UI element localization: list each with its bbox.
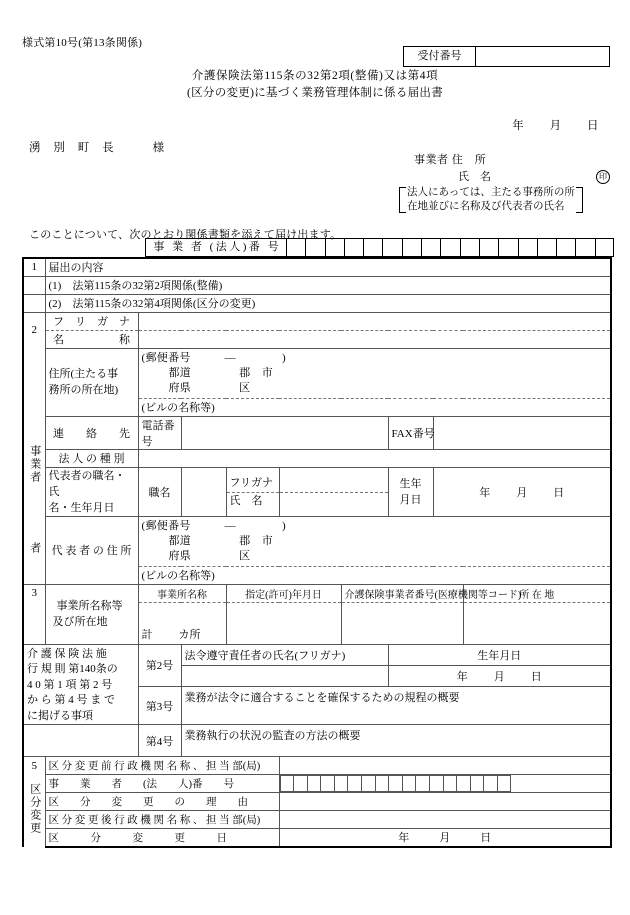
addressee-honorific: 様	[152, 142, 165, 154]
section5-corporate-number-cell[interactable]	[388, 775, 402, 792]
section2-rep-address-field[interactable]	[138, 516, 611, 566]
section3-col-location: 所 在 地	[463, 584, 611, 602]
section5-corporate-number-cell[interactable]	[361, 775, 375, 792]
postal-suffix: )	[281, 352, 286, 364]
city-label-2: 区	[239, 382, 251, 394]
applicant-address-label: 事業者 住 所	[414, 154, 487, 166]
applicant-name-row	[414, 169, 607, 186]
corporate-number-cells[interactable]	[286, 238, 614, 257]
section5-corporate-number-cell[interactable]	[483, 775, 497, 792]
receipt-number-box	[403, 46, 610, 67]
section3-total-prefix: 計	[141, 628, 153, 641]
section5-row4-label: 区 分 変 更 後 行 政 機 関 名 称 、 担 当 部(局)	[45, 811, 279, 829]
table-row	[23, 811, 611, 829]
section5-number: 5	[23, 757, 45, 775]
section2-birth-field[interactable]	[433, 467, 611, 516]
section3-number: 3	[23, 584, 45, 602]
pref-label-2: 府県	[168, 382, 192, 394]
table-row	[23, 725, 611, 757]
section5-row3-field[interactable]	[279, 793, 611, 811]
section5-corporate-number-cell[interactable]	[293, 775, 307, 792]
section2-rep-post-label: 職名	[138, 467, 181, 516]
applicant-note	[398, 186, 584, 214]
section1-title: 届出の内容	[45, 258, 611, 276]
table-row	[23, 276, 611, 294]
section5-row2-label: 事 業 者 (法 人)番 号	[45, 775, 279, 793]
pref-label-1: 都道	[168, 367, 192, 379]
form-number: 様式第10号(第13条関係)	[22, 37, 143, 49]
table-row	[23, 416, 611, 449]
section4-title	[23, 644, 138, 725]
table-row	[23, 330, 611, 348]
section4-title-line2: 行 規 則 第140条の	[27, 663, 118, 675]
section5-corporate-number-cell[interactable]	[443, 775, 457, 792]
section5-corporate-number-cell[interactable]	[320, 775, 334, 792]
rep-pref-city-line-2	[142, 549, 608, 564]
section5-row4-field[interactable]	[279, 811, 611, 829]
corporate-number-label: 事 業 者 (法人)番 号	[145, 238, 286, 257]
table-row	[23, 294, 611, 312]
table-row	[23, 775, 611, 793]
seal-icon: 印	[596, 170, 610, 184]
rep-postal-line	[142, 519, 608, 534]
section5-row1-field[interactable]	[279, 757, 611, 775]
section2-name-label: 名 称	[45, 330, 138, 348]
section1-item-1[interactable]: (1) 法第115条の32第2項関係(整備)	[45, 276, 611, 294]
corporate-number-cell[interactable]	[460, 238, 479, 257]
section4-title-line3: 4 0 第 1 項 第 2 号	[27, 678, 113, 691]
section2-fax-field[interactable]	[433, 416, 611, 449]
item2-birth-day: 日	[530, 670, 542, 683]
pref-city-line-1	[142, 366, 608, 381]
change-date-month: 月	[439, 832, 451, 845]
section2-contact-label: 連 絡 先	[45, 416, 138, 449]
section5-row2-field[interactable]	[279, 775, 611, 793]
table-row	[23, 449, 611, 467]
section2-furigana-label: フ リ ガ ナ	[45, 312, 138, 330]
section2-address-label-line1: 住所(主たる事	[48, 368, 119, 380]
section2-birth-label-line2: 月日	[399, 493, 422, 506]
section3-title-line2: 及び所在地	[52, 616, 108, 628]
section5-corporate-number-cell[interactable]	[334, 775, 348, 792]
rep-pref-label-2: 府県	[168, 550, 192, 562]
postal-dash: —	[224, 352, 236, 364]
section5-corporate-number-cell[interactable]	[375, 775, 389, 792]
table-row	[23, 467, 611, 516]
table-row	[23, 258, 611, 276]
corporate-number-cell[interactable]	[440, 238, 459, 257]
table-row	[23, 757, 611, 775]
section2-rep-label-line2: 名・生年月日	[48, 501, 115, 514]
addressee	[29, 139, 164, 155]
section2-rep-furigana-field[interactable]	[280, 475, 388, 493]
bracket-left-icon	[398, 186, 405, 214]
section5-row1-label: 区 分 変 更 前 行 政 機 関 名 称 、 担 当 部(局)	[45, 757, 279, 775]
applicant-block	[414, 152, 607, 186]
table-row	[23, 312, 611, 330]
section2-rep-address-label: 代 表 者 の 住 所	[45, 516, 138, 584]
spacer-cell	[23, 602, 45, 644]
section4-item2-label: 法令遵守責任者の氏名(フリガナ)	[181, 644, 388, 665]
city-label-1: 郡 市	[239, 367, 274, 379]
section5-corporate-number-cell[interactable]	[497, 775, 511, 792]
section2-vertical-label: 事業者	[28, 445, 41, 484]
section3-col-insurer-number: 介護保険事業者番号(医療機関等コード)	[341, 584, 463, 602]
corporate-number-cell[interactable]	[421, 238, 440, 257]
corporate-number-strip	[145, 238, 614, 257]
section3-title-line1: 事業所名称等	[56, 600, 123, 612]
corporate-number-cell[interactable]	[363, 238, 382, 257]
section2-vertical-label-2: 者	[28, 541, 41, 555]
table-row	[23, 584, 611, 602]
section2-birth-label	[388, 467, 433, 516]
rep-pref-label-1: 都道	[168, 535, 192, 547]
corporate-number-cell[interactable]	[556, 238, 575, 257]
corporate-number-cell[interactable]	[518, 238, 537, 257]
section4-item3-label[interactable]: 業務が法令に適合することを確保するための規程の概要	[181, 687, 611, 725]
item2-birth-year: 年	[456, 670, 468, 683]
section1-number: 1	[23, 258, 45, 276]
section5-vertical-label: 区分変更	[28, 783, 41, 835]
submission-date	[0, 117, 599, 133]
rep-postal-dash: —	[224, 520, 236, 532]
postal-prefix: (郵便番号	[141, 352, 191, 364]
corporate-number-cell[interactable]	[382, 238, 401, 257]
section2-rep-label	[45, 467, 138, 516]
rep-postal-prefix: (郵便番号	[141, 520, 191, 532]
section5-corporate-number-cell[interactable]	[470, 775, 484, 792]
section2-address-label-line2: 務所の所在地)	[48, 384, 119, 396]
corporate-number-cell[interactable]	[575, 238, 594, 257]
section5-corporate-number-cell[interactable]	[307, 775, 321, 792]
section5-row3-label: 区 分 変 更 の 理 由	[45, 793, 279, 811]
section4-item2-birth-field[interactable]	[388, 665, 611, 686]
section3-col-designation-date: 指定(許可)年月日	[226, 584, 341, 602]
section4-item2-birth-label: 生年月日	[388, 644, 611, 665]
rep-city-label-2: 区	[239, 550, 251, 562]
birth-day-label: 日	[553, 486, 565, 499]
section5-corporate-number-cell[interactable]	[402, 775, 416, 792]
corporate-number-cell[interactable]	[286, 238, 305, 257]
change-date-day: 日	[480, 832, 492, 845]
receipt-number-label: 受付番号	[404, 47, 476, 66]
lead-text: このことについて、次のとおり関係書類を添えて届け出ます。	[29, 229, 342, 241]
section2-fax-label: FAX番号	[388, 416, 433, 449]
date-day-label: 日	[587, 120, 599, 132]
rep-pref-city-line-1	[142, 534, 608, 549]
table-row	[23, 829, 611, 847]
section5-corporate-number-cell[interactable]	[429, 775, 443, 792]
section4-title-line1: 介 護 保 険 法 施	[27, 647, 107, 660]
spacer-cell	[23, 276, 45, 294]
section3-title	[45, 584, 138, 644]
page-title	[0, 68, 630, 102]
section4-item2-number: 第2号	[138, 644, 181, 687]
corporate-number-cell[interactable]	[595, 238, 614, 257]
note-line-2: 在地並びに名称及び代表者の氏名	[407, 201, 565, 212]
section5-vertical-label-cell	[23, 775, 45, 847]
spacer-cell	[23, 348, 45, 416]
section2-vertical-label-cell	[23, 416, 45, 516]
section2-address-label	[45, 348, 138, 416]
corporate-number-cell[interactable]	[537, 238, 556, 257]
section2-address-field[interactable]	[138, 348, 611, 398]
section2-tel-label: 電話番号	[138, 416, 181, 449]
section2-vertical-label-cell-2	[23, 516, 45, 584]
section3-insurer-number-field[interactable]	[341, 602, 463, 644]
section2-number: 2	[23, 312, 45, 348]
rep-city-label-1: 郡 市	[239, 535, 274, 547]
date-year-label: 年	[512, 120, 525, 132]
corporate-number-cell[interactable]	[479, 238, 498, 257]
section4-item2-name-field[interactable]	[181, 665, 388, 686]
rep-postal-suffix: )	[281, 520, 286, 532]
section4-title-line4: か ら 第 4 号 ま で	[27, 694, 115, 706]
note-line-1: 法人にあっては、主たる事務所の所	[407, 187, 575, 198]
section2-rep-name-field[interactable]	[280, 493, 388, 509]
birth-year-label: 年	[479, 486, 491, 499]
section5-corporate-number-cell[interactable]	[456, 775, 470, 792]
birth-ymd	[479, 487, 564, 499]
corporate-number-cell[interactable]	[344, 238, 363, 257]
main-form-table	[22, 257, 612, 848]
spacer-cell	[23, 725, 138, 757]
section5-row5-field[interactable]	[279, 829, 611, 847]
section3-col-office-name: 事業所名称	[138, 584, 226, 602]
section2-tel-field[interactable]	[181, 416, 388, 449]
section5-corporate-number-cell[interactable]	[347, 775, 361, 792]
applicant-note-text	[405, 186, 577, 214]
section2-rep-name-label: 氏 名	[229, 494, 263, 507]
section2-furigana-field[interactable]	[138, 312, 611, 330]
rep-address-template	[142, 517, 608, 565]
title-line-2: (区分の変更)に基づく業務管理体制に係る届出書	[186, 87, 444, 99]
section2-rep-post-field[interactable]	[181, 467, 226, 516]
table-row	[23, 516, 611, 566]
section2-rep-label-line1: 代表者の職名・氏	[48, 469, 126, 498]
applicant-name-label: 氏 名	[458, 171, 491, 183]
section3-location-field[interactable]	[463, 602, 611, 644]
title-line-1: 介護保険法第115条の32第2項(整備)又は第4項	[191, 70, 439, 82]
section2-birth-label-line1: 生年	[399, 477, 422, 490]
section3-designation-date-field[interactable]	[226, 602, 341, 644]
section4-title-line5: に掲げる事項	[27, 709, 93, 722]
corporate-number-cell[interactable]	[402, 238, 421, 257]
birth-month-label: 月	[516, 486, 528, 499]
bracket-right-icon	[577, 186, 584, 214]
table-row	[23, 348, 611, 398]
section2-name-field[interactable]	[138, 330, 611, 348]
corporate-number-cell[interactable]	[305, 238, 324, 257]
corporate-number-cell[interactable]	[498, 238, 517, 257]
section5-row5-label: 区 分 変 更 日	[45, 829, 279, 847]
section5-corporate-number-cell[interactable]	[415, 775, 429, 792]
section2-building-field[interactable]: (ビルの名称等)	[138, 398, 611, 416]
date-month-label: 月	[549, 120, 562, 132]
section4-item3-number: 第3号	[138, 687, 181, 725]
section2-corptype-label: 法 人 の 種 別	[45, 449, 138, 467]
section2-rep-furigana-label: フリガナ	[227, 475, 279, 493]
section4-item4-label[interactable]: 業務執行の状況の監査の方法の概要	[181, 725, 611, 757]
section2-corptype-field[interactable]	[138, 449, 611, 467]
item2-birth-month: 月	[493, 670, 505, 683]
section2-rep-building-field[interactable]: (ビルの名称等)	[138, 566, 611, 584]
receipt-number-field[interactable]	[476, 47, 609, 66]
addressee-name: 湧 別 町 長	[29, 142, 119, 154]
section3-total-suffix: カ所	[178, 628, 201, 641]
section4-item4-number: 第4号	[138, 725, 181, 757]
corporate-number-cell[interactable]	[325, 238, 344, 257]
section1-item-2[interactable]: (2) 法第115条の32第4項関係(区分の変更)	[45, 294, 611, 312]
address-template	[142, 349, 608, 397]
table-row	[23, 644, 611, 665]
spacer-cell	[23, 294, 45, 312]
table-row	[23, 793, 611, 811]
pref-city-line-2	[142, 381, 608, 396]
section3-office-name-field[interactable]	[138, 602, 226, 644]
section5-corporate-number-cell[interactable]	[280, 775, 294, 792]
postal-line	[142, 351, 608, 366]
change-date-year: 年	[398, 832, 410, 845]
section5-corporate-number-cells[interactable]	[280, 775, 611, 792]
